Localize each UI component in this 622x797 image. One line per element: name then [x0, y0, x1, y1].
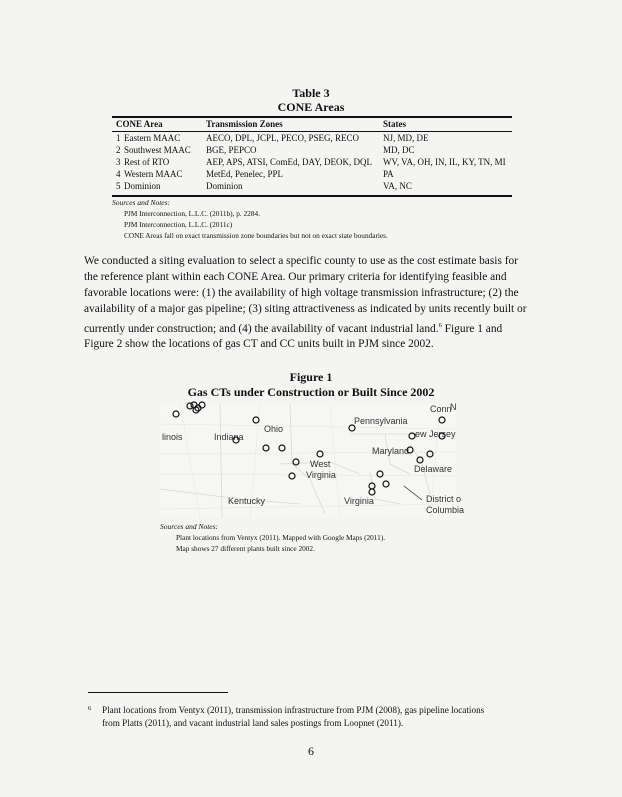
plant-marker: [253, 417, 259, 423]
table-note: CONE Areas fall on exact transmission zone boundaries but not on exact state boundaries.: [124, 231, 388, 240]
row-area: Dominion: [124, 181, 161, 191]
row-states: WV, VA, OH, IN, IL, KY, TN, MI: [383, 157, 506, 167]
map-label-columbia: Columbia: [426, 505, 465, 515]
map-label-maryland: Maryland: [372, 446, 410, 456]
map-label-pennsylvania: Pennsylvania: [354, 416, 408, 426]
row-area: Rest of RTO: [124, 157, 170, 167]
footnote-number: 6: [88, 705, 92, 712]
plant-marker: [289, 473, 295, 479]
map-label-virginia-wv: Virginia: [306, 470, 336, 480]
table-note: PJM Interconnection, L.L.C. (2011c): [124, 220, 233, 229]
map-label-ohio: Ohio: [264, 424, 284, 434]
row-area: Southwest MAAC: [124, 145, 191, 155]
row-number: 4: [116, 169, 121, 179]
paragraph-line: Figure 2 show the locations of gas CT and CC units built in PJM since 2002.: [84, 338, 434, 351]
map-label-conn: Conn: [430, 404, 452, 414]
row-zones: MetEd, Penelec, PPL: [206, 169, 283, 179]
row-number: 1: [116, 133, 121, 143]
figure-subtitle: Gas CTs under Construction or Built Since 2002: [187, 385, 435, 399]
plant-marker: [377, 471, 383, 477]
row-area: Eastern MAAC: [124, 133, 181, 143]
table-bottom-rule: [112, 195, 512, 197]
map-label-indiana: Indiana: [214, 432, 244, 442]
footnote-ref[interactable]: 6: [438, 321, 442, 329]
map: [160, 402, 465, 518]
table-header-states: States: [383, 119, 406, 129]
plant-marker: [349, 425, 355, 431]
map-label-n: N: [450, 402, 457, 412]
map-pointer-line: [404, 486, 422, 500]
paragraph-line: We conducted a siting evaluation to select a specific county to use as the cost estimate basis for: [84, 255, 519, 267]
plant-marker: [427, 451, 433, 457]
paragraph-line-text: currently under construction; and (4) the availability of vacant industrial land.: [84, 322, 439, 335]
footnote-line: Plant locations from Ventyx (2011), transmission infrastructure from PJM (2008), gas pipeline locations: [102, 705, 485, 715]
plant-marker: [439, 417, 445, 423]
page-number: 6: [308, 744, 314, 758]
footnote-line: from Platts (2011), and vacant industrial land sales postings from Loopnet (2011).: [102, 718, 404, 728]
body-paragraph: [84, 254, 538, 353]
paragraph-line: the reference plant within each CONE Area. Our primary criteria for identifying feasible and: [84, 270, 507, 283]
map-label-delaware: Delaware: [414, 464, 453, 474]
row-zones: AEP, APS, ATSI, ComEd, DAY, DEOK, DQL: [206, 157, 373, 167]
paragraph-line: favorable locations were: (1) the availability of high voltage transmission infrastructure; (2) the: [84, 286, 519, 299]
row-states: NJ, MD, DE: [383, 133, 429, 143]
row-zones: Dominion: [206, 181, 243, 191]
footnote-rule: [88, 692, 228, 693]
map-label-illinois: linois: [162, 432, 183, 442]
table-notes-label: Sources and Notes:: [112, 198, 171, 207]
row-zones: BGE, PEPCO: [206, 145, 257, 155]
table-note: PJM Interconnection, L.L.C. (2011b), p. 2284.: [124, 209, 260, 218]
figure-note: Plant locations from Ventyx (2011). Mapped with Google Maps (2011).: [176, 533, 386, 542]
paragraph-line: availability of a major gas pipeline; (3) siting attractiveness as indicated by units recently built or: [84, 302, 527, 315]
figure-notes-label: Sources and Notes:: [160, 522, 219, 531]
map-label-new-jersey: ew Jersey: [415, 429, 456, 439]
figure-note: Map shows 27 different plants built since 2002.: [176, 544, 315, 553]
plant-marker: [263, 445, 269, 451]
row-number: 5: [116, 181, 121, 191]
map-label-virginia: Virginia: [344, 496, 374, 506]
map-roads: [160, 404, 456, 518]
table-header-zones: Transmission Zones: [206, 119, 283, 129]
figure-title: Figure 1: [289, 370, 333, 384]
paragraph-line: [84, 318, 538, 338]
plant-marker: [279, 445, 285, 451]
plant-marker: [293, 459, 299, 465]
paragraph-tail: Figure 1 and: [441, 322, 503, 335]
map-label-west: West: [310, 459, 331, 469]
plant-marker: [195, 405, 201, 411]
row-states: MD, DC: [383, 145, 415, 155]
row-area: Western MAAC: [124, 169, 183, 179]
plant-marker: [383, 481, 389, 487]
map-label-district: District o: [426, 494, 462, 504]
row-number: 3: [116, 157, 121, 167]
plant-marker: [317, 451, 323, 457]
table-title: Table 3: [292, 86, 330, 100]
row-zones: AECO, DPL, JCPL, PECO, PSEG, RECO: [206, 133, 360, 143]
table-subtitle: CONE Areas: [277, 100, 345, 114]
row-number: 2: [116, 145, 121, 155]
map-overflow-markers: [160, 372, 220, 416]
map-graphic: [160, 402, 465, 518]
row-states: PA: [383, 169, 394, 179]
table-header-rule: [112, 131, 512, 132]
table-top-rule: [112, 116, 512, 118]
table-header-area: CONE Area: [116, 119, 163, 129]
footnote: [88, 704, 540, 730]
map-label-kentucky: Kentucky: [228, 496, 266, 506]
row-states: VA, NC: [383, 181, 412, 191]
